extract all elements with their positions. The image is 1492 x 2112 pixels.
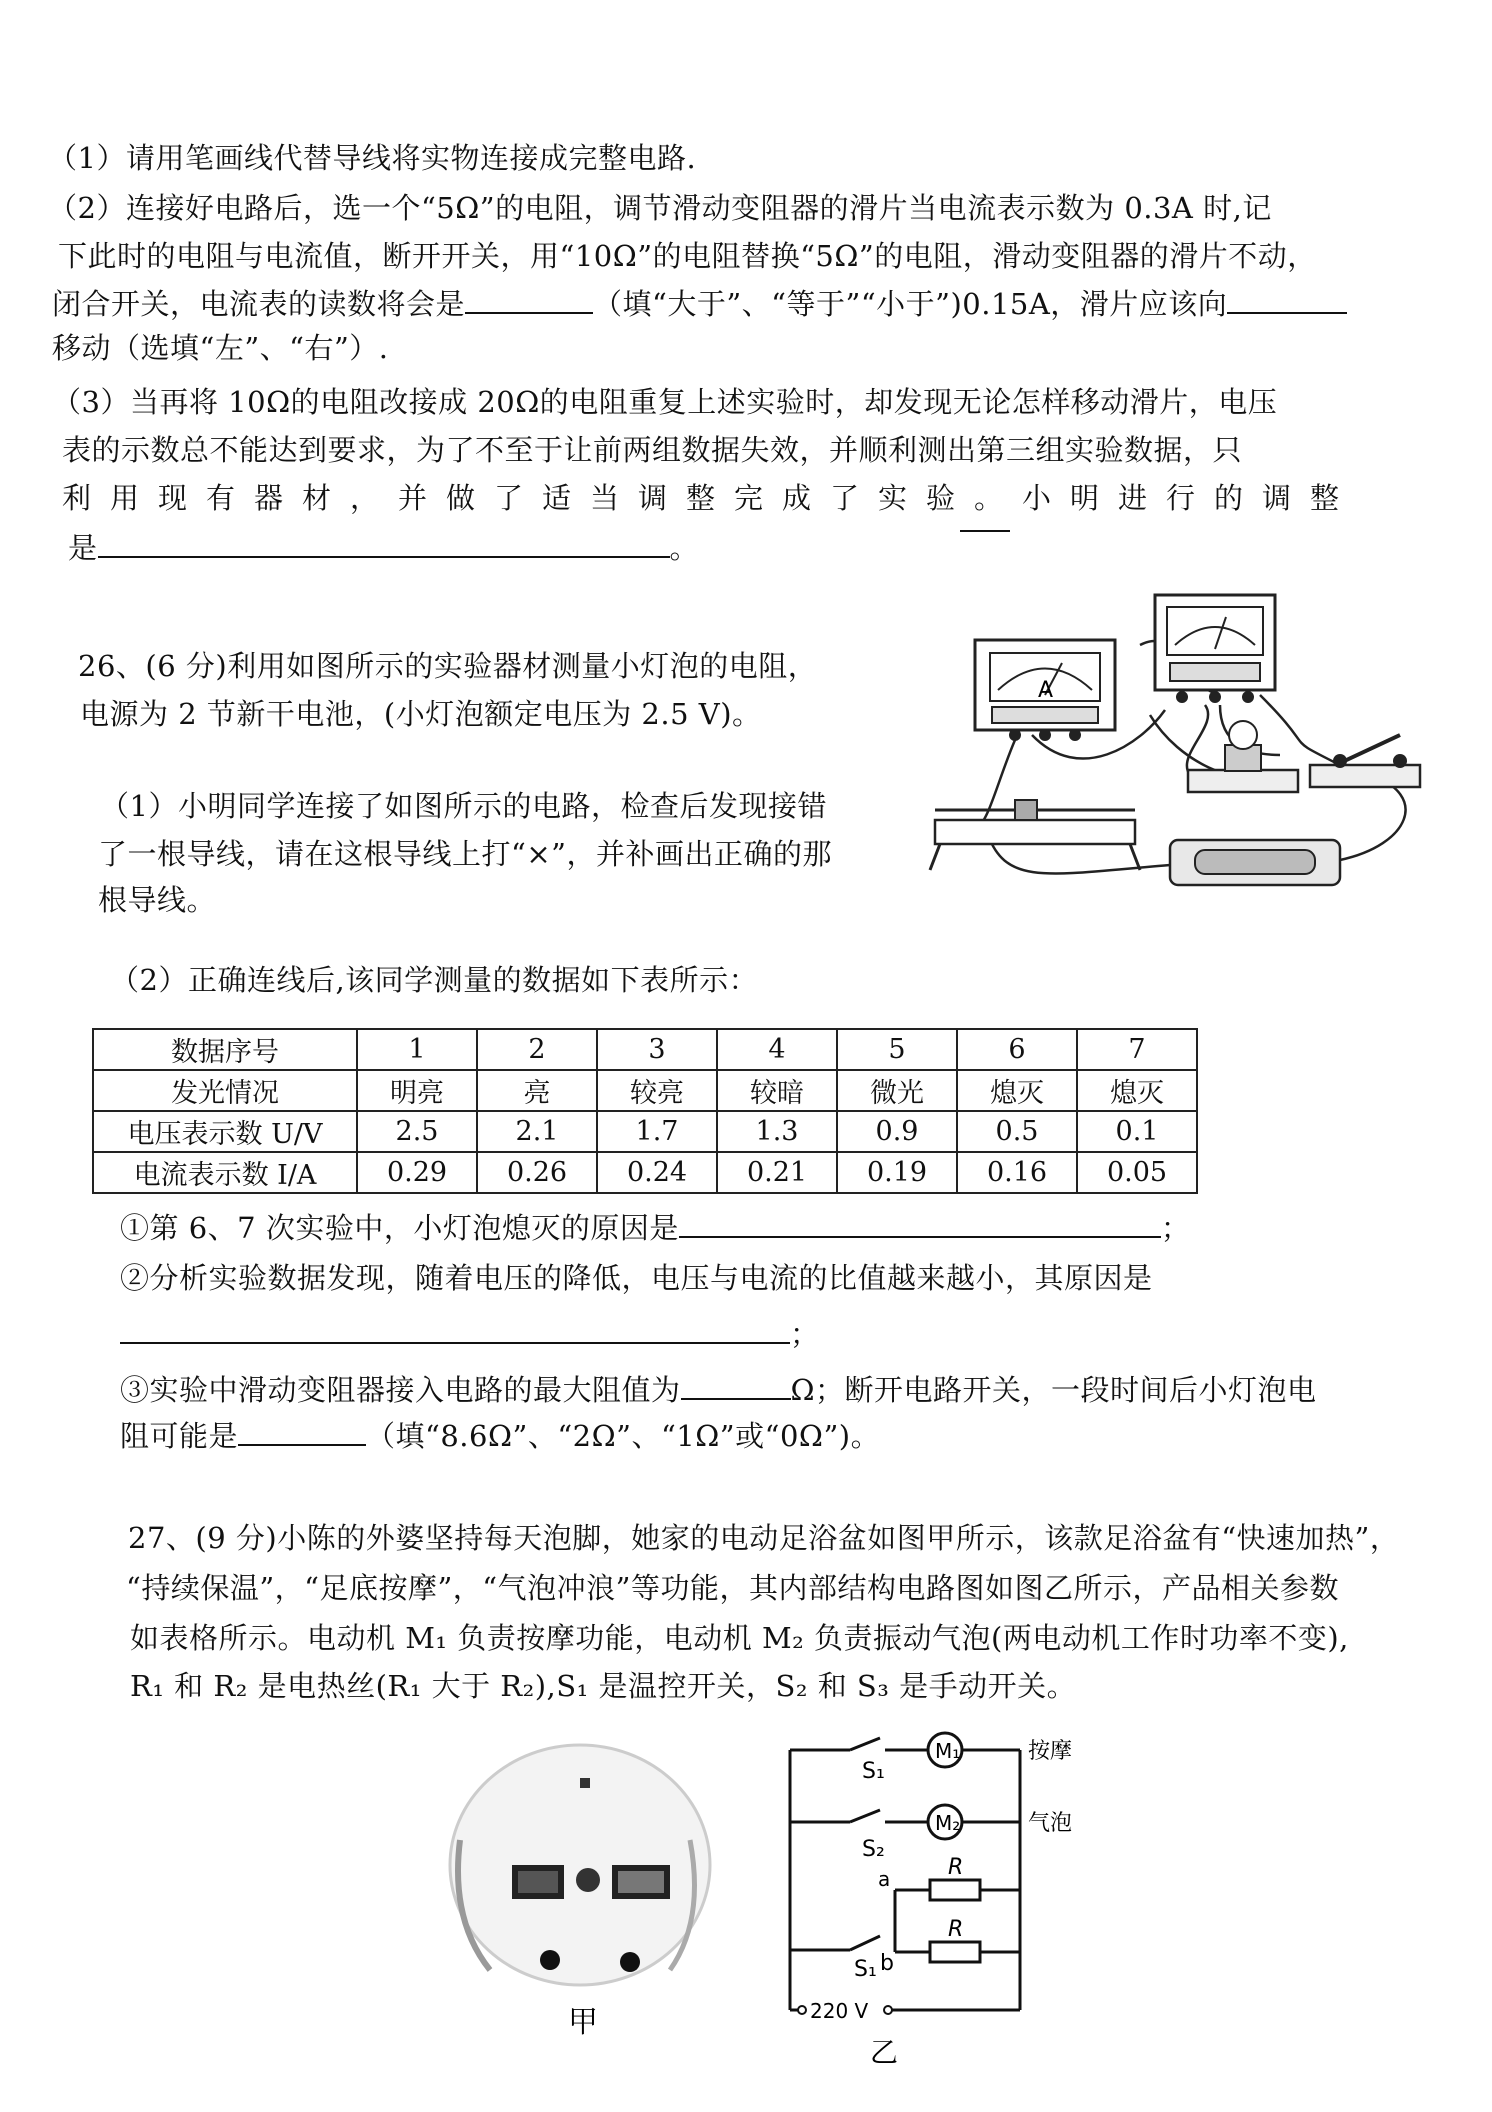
table-cell: 0.26 — [477, 1152, 597, 1193]
figure-label-yi: 乙 — [870, 2036, 899, 2069]
terminal-b-label: b — [880, 1951, 894, 1976]
q26-sub2-answer — [120, 1314, 820, 1354]
q27-line1: 27、(9 分)小陈的外婆坚持每天泡脚，她家的电动足浴盆如图甲所示，该款足浴盆有“快速加热”， — [128, 1521, 1400, 1555]
answer-blank-adjustment[interactable] — [98, 528, 670, 558]
table-cell: 0.05 — [1077, 1152, 1197, 1193]
table-cell: 4 — [717, 1029, 837, 1070]
q26-sub3-text-d: （填“8.6Ω”、“2Ω”、“1Ω”或“0Ω”)。 — [366, 1419, 881, 1453]
table-cell: 明亮 — [357, 1070, 477, 1111]
motor-m2-label: M₂ — [935, 1811, 961, 1835]
table-row — [93, 1111, 1197, 1152]
q26-sub3-line2 — [120, 1416, 880, 1456]
table-cell: 0.16 — [957, 1152, 1077, 1193]
table-cell: 1.3 — [717, 1111, 837, 1152]
table-cell: 0.1 — [1077, 1111, 1197, 1152]
q25-part1: （1）请用笔画线代替导线将实物连接成完整电路. — [48, 141, 697, 175]
table-cell: 2 — [477, 1029, 597, 1070]
q25-part3-line4-text-a: 是 — [68, 531, 98, 565]
q27-line4: R₁ 和 R₂ 是电热丝(R₁ 大于 R₂),S₁ 是温控开关，S₂ 和 S₃ 是手动开关。 — [130, 1669, 1077, 1703]
table-cell: 5 — [837, 1029, 957, 1070]
q26-part2: （2）正确连线后,该同学测量的数据如下表所示： — [110, 963, 759, 997]
table-cell: 0.5 — [957, 1111, 1077, 1152]
terminal-a-label: a — [878, 1867, 891, 1891]
q26-sub3-text-c: 阻可能是 — [120, 1419, 239, 1453]
table-cell: 电压表示数 U/V — [93, 1111, 357, 1152]
q26-sub1-text: ①第 6、7 次实验中，小灯泡熄灭的原因是 — [120, 1211, 679, 1245]
figure-label-jia: 甲 — [568, 2005, 598, 2040]
switch-s1-label: S₁ — [862, 1759, 885, 1784]
table-row — [93, 1070, 1197, 1111]
footbath-circuit-diagram — [770, 1730, 1130, 2070]
table-cell: 3 — [597, 1029, 717, 1070]
q26-sub3-text-b: Ω；断开电路开关，一段时间后小灯泡电 — [790, 1373, 1317, 1407]
table-cell: 较暗 — [717, 1070, 837, 1111]
battery-pack-icon — [1170, 840, 1340, 885]
q25-part3-line1: （3）当再将 10Ω的电阻改接成 20Ω的电阻重复上述实验时，却发现无论怎样移动滑片，电压 — [52, 385, 1278, 419]
table-cell: 熄灭 — [957, 1070, 1077, 1111]
answer-blank-direction[interactable] — [1227, 284, 1347, 314]
answer-blank-reason[interactable] — [679, 1208, 1161, 1238]
foot-bath-figure — [440, 1740, 720, 2040]
table-cell: 亮 — [477, 1070, 597, 1111]
table-cell: 0.19 — [837, 1152, 957, 1193]
table-cell: 微光 — [837, 1070, 957, 1111]
q26-part1-line3: 根导线。 — [98, 883, 217, 917]
measurement-table — [92, 1028, 1198, 1194]
answer-blank-bulb-resistance[interactable] — [238, 1416, 366, 1446]
q25-part2-line3 — [52, 284, 1347, 324]
table-row — [93, 1029, 1197, 1070]
table-cell: 2.1 — [477, 1111, 597, 1152]
ammeter-icon — [975, 640, 1115, 741]
bubble-label: 气泡 — [1028, 1811, 1073, 1836]
table-cell: 1.7 — [597, 1111, 717, 1152]
switch-s2-label: S₂ — [862, 1837, 885, 1862]
table-cell: 电流表示数 I/A — [93, 1152, 357, 1193]
light-bulb-icon — [1188, 721, 1298, 792]
voltage-label: 220 V — [810, 1999, 869, 2023]
q27-line2: “持续保温”，“足底按摩”，“气泡冲浪”等功能，其内部结构电路图如图乙所示，产品相关参数 — [126, 1571, 1339, 1605]
table-cell: 0.21 — [717, 1152, 837, 1193]
q26-part1-line1: （1）小明同学连接了如图所示的电路，检查后发现接错 — [100, 789, 827, 823]
rheostat-icon — [930, 800, 1140, 870]
table-cell: 1 — [357, 1029, 477, 1070]
table-cell: 0.9 — [837, 1111, 957, 1152]
q25-part3-line2: 表的示数总不能达到要求，为了不至于让前两组数据失效，并顺利测出第三组实验数据，只 — [62, 433, 1243, 467]
voltmeter-icon — [1155, 595, 1275, 703]
stray-mark — [960, 530, 1010, 532]
table-row — [93, 1152, 1197, 1193]
q25-part3-line3: 利用现有器材，并做了适当调整完成了实验。小明进行的调整 — [62, 481, 1359, 515]
resistor-top-label: R — [948, 1855, 964, 1880]
circuit-apparatus-figure — [920, 585, 1440, 915]
q26-sub3-text-a: ③实验中滑动变阻器接入电路的最大阻值为 — [120, 1373, 681, 1407]
switch-s3-label: S₁ — [854, 1957, 877, 1982]
switch-icon — [1310, 735, 1420, 787]
q25-part2-line1: （2）连接好电路后，选一个“5Ω”的电阻，调节滑动变阻器的滑片当电流表示数为 0.3A 时,记 — [48, 191, 1272, 225]
q25-part2-line3-text-b: （填“大于”、“等于”“小于”)0.15A，滑片应该向 — [593, 287, 1228, 321]
q25-part2-line3-text-a: 闭合开关，电流表的读数将会是 — [52, 287, 466, 321]
ammeter-label: A — [1038, 678, 1054, 703]
table-cell: 熄灭 — [1077, 1070, 1197, 1111]
massage-label: 按摩 — [1028, 1739, 1073, 1764]
table-cell: 7 — [1077, 1029, 1197, 1070]
q27-line3: 如表格所示。电动机 M₁ 负责按摩功能，电动机 M₂ 负责振动气泡(两电动机工作时功率不变), — [130, 1621, 1349, 1655]
q26-title-line2: 电源为 2 节新干电池，(小灯泡额定电压为 2.5 V)。 — [80, 697, 762, 731]
resistor-bottom-label: R — [948, 1917, 964, 1942]
q26-sub1-end: ； — [1160, 1211, 1191, 1245]
q26-sub3-line1 — [120, 1370, 1317, 1410]
q26-part1-line2: 了一根导线，请在这根导线上打“×”，并补画出正确的那 — [98, 837, 832, 871]
answer-blank-current[interactable] — [465, 284, 593, 314]
q26-sub2: ②分析实验数据发现，随着电压的降低，电压与电流的比值越来越小，其原因是 — [120, 1261, 1153, 1295]
q25-part2-line2: 下此时的电阻与电流值，断开开关，用“10Ω”的电阻替换“5Ω”的电阻，滑动变阻器的滑片不动， — [58, 239, 1317, 273]
answer-blank-ratio-reason[interactable] — [120, 1314, 790, 1344]
table-cell: 数据序号 — [93, 1029, 357, 1070]
q26-sub2-end: ； — [790, 1317, 820, 1351]
q25-part3-line4-text-b: 。 — [669, 531, 700, 565]
table-cell: 2.5 — [357, 1111, 477, 1152]
table-cell: 较亮 — [597, 1070, 717, 1111]
answer-blank-max-resistance[interactable] — [681, 1370, 791, 1400]
table-cell: 0.24 — [597, 1152, 717, 1193]
table-cell: 6 — [957, 1029, 1077, 1070]
q26-title-line1: 26、(6 分)利用如图所示的实验器材测量小灯泡的电阻， — [78, 649, 818, 683]
q26-sub1 — [120, 1208, 1190, 1248]
q25-part2-line4: 移动（选填“左”、“右”）. — [52, 331, 389, 365]
table-cell: 0.29 — [357, 1152, 477, 1193]
q25-part3-line4 — [68, 528, 699, 568]
motor-m1-label: M₁ — [935, 1739, 961, 1763]
table-cell: 发光情况 — [93, 1070, 357, 1111]
